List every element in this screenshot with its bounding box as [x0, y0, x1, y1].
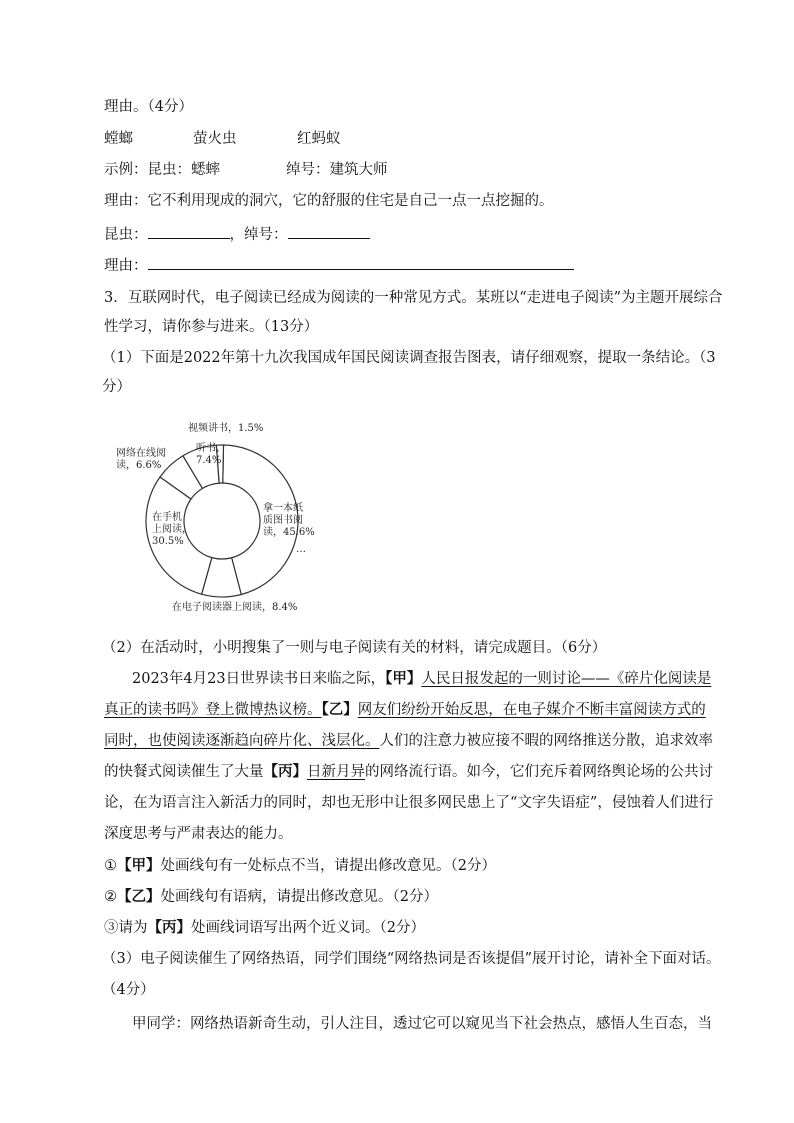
sub-question-3 — [104, 918, 425, 938]
chart-label-phone-line2: 上阅读， — [152, 524, 192, 535]
chart-label-paper-line2: 质图书阅 — [263, 515, 303, 526]
chart-label-video-line1: 视频讲书，1.5% — [188, 423, 264, 434]
material-text: 的网络流行语。如今，它们充斥着网络舆论场的公共讨 — [365, 764, 713, 780]
insect-option-mantis: 螳螂 — [104, 131, 133, 147]
insect-field-label: 昆虫： — [104, 227, 148, 243]
example-insect: 示例：昆虫：蟋蟀 — [104, 162, 220, 178]
underlined-sentence-yi: 网友们纷纷开始反思，在电子媒介不断丰富阅读方式的 — [357, 702, 706, 718]
chart-label-phone-line1: 在手机 — [152, 512, 182, 523]
sub-question-1-text: 处画线句有一处标点不当，请提出修改意见。（2分） — [160, 858, 496, 874]
underlined-word-bing: 日新月异 — [307, 764, 365, 780]
reading-survey-donut-chart — [110, 412, 330, 620]
chart-label-paper-extra: … — [296, 544, 306, 555]
underlined-sentence-jia-end: 真正的读书吗》登上微博热议榜。 — [104, 702, 322, 718]
insect-answer-blank[interactable] — [148, 224, 230, 239]
student-jia-dialogue: 甲同学：网络热语新奇生动，引人注目，透过它可以窥见当下社会热点，感悟人生百态，当 — [132, 1016, 712, 1032]
insect-option-red-ant: 红蚂蚁 — [297, 131, 341, 147]
q3-intro-line2: 性学习，请你参与进来。（13分） — [104, 319, 319, 335]
reason-field-label: 理由： — [104, 258, 148, 274]
answer-insect-row — [104, 224, 370, 245]
material-line4 — [104, 762, 713, 782]
mark-bing: 【丙】 — [263, 763, 307, 780]
mark-yi: 【乙】 — [321, 701, 358, 718]
q3-1-line1: （1）下面是2022年第十九次我国成年国民阅读调查报告图表，请仔细观察，提取一条结论。（3 — [102, 350, 716, 366]
q3-3-line1: （3）电子阅读催生了网络热语，同学们围绕“网络热词是否该提倡”展开讨论，请补全下面对话。 — [102, 951, 721, 967]
mark-yi: 【乙】 — [117, 888, 161, 905]
mark-jia: 【甲】 — [117, 857, 161, 874]
reason-heading: 理由。（4分） — [104, 99, 193, 115]
material-line2 — [104, 700, 706, 720]
sub-question-3-text: 处画线词语写出两个近义词。（2分） — [191, 920, 425, 936]
chart-label-phone-line3: 30.5% — [152, 536, 184, 547]
q3-1-line2: 分） — [102, 379, 131, 395]
material-line3 — [104, 731, 713, 751]
material-text: 2023年4月23日世界读书日来临之际， — [132, 671, 386, 687]
q3-2-line: （2）在活动时，小明搜集了一则与电子阅读有关的材料，请完成题目。（6分） — [102, 640, 607, 656]
chart-label-ereader — [172, 600, 297, 613]
underlined-sentence-jia: 人民日报发起的一则讨论——《碎片化阅读是 — [421, 671, 712, 687]
q3-3-line2: （4分） — [102, 982, 155, 998]
material-line1 — [132, 669, 711, 689]
chart-label-paper-line3: 读，45.6% — [263, 527, 315, 538]
material-line5: 论，在为语言注入新活力的同时，却也无形中让很多网民患上了“文字失语症”，侵蚀着人们进行 — [104, 795, 714, 811]
sub-question-2 — [104, 887, 438, 907]
underlined-sentence-yi-end: 同时，也使阅读逐渐趋向碎片化、浅层化。 — [104, 733, 380, 749]
chart-label-online — [116, 446, 166, 471]
chart-label-online-line1: 网络在线阅 — [116, 448, 166, 459]
sub-question-1-number: ① — [104, 858, 117, 874]
answer-reason-row — [104, 255, 574, 276]
q3-intro-line1: 3．互联网时代，电子阅读已经成为阅读的一种常见方式。某班以“走进电子阅读”为主题开展综合 — [104, 290, 723, 306]
insect-option-firefly: 萤火虫 — [193, 131, 237, 147]
sub-question-2-text: 处画线句有语病，请提出修改意见。（2分） — [160, 889, 438, 905]
chart-label-audio-line1: 听书， — [196, 443, 226, 454]
sub-question-1 — [104, 856, 496, 876]
chart-label-audio-line2: 7.4% — [196, 455, 222, 466]
nickname-answer-blank[interactable] — [288, 224, 370, 239]
chart-label-paper-line1: 拿一本纸 — [263, 503, 303, 514]
nickname-field-label: ，绰号： — [229, 227, 288, 243]
example-reason: 理由：它不利用现成的洞穴，它的舒服的住宅是自己一点一点挖掘的。 — [104, 193, 554, 209]
material-line6: 深度思考与严肃表达的能力。 — [104, 826, 293, 842]
sub-question-2-number: ② — [104, 889, 117, 905]
chart-label-ereader-line1: 在电子阅读器上阅读，8.4% — [172, 602, 298, 613]
mark-jia: 【甲】 — [385, 670, 422, 687]
sub-question-3-lead: ③请为 — [104, 920, 148, 936]
chart-label-online-line2: 读，6.6% — [116, 460, 162, 471]
chart-label-video — [188, 421, 263, 434]
material-text: 的快餐式阅读催生了大量 — [104, 764, 264, 780]
material-text: 人们的注意力被应接不暇的网络推送分散，追求效率 — [379, 733, 713, 749]
example-nickname: 绰号：建筑大师 — [286, 162, 388, 178]
reason-answer-blank[interactable] — [148, 255, 574, 270]
mark-bing: 【丙】 — [147, 919, 191, 936]
